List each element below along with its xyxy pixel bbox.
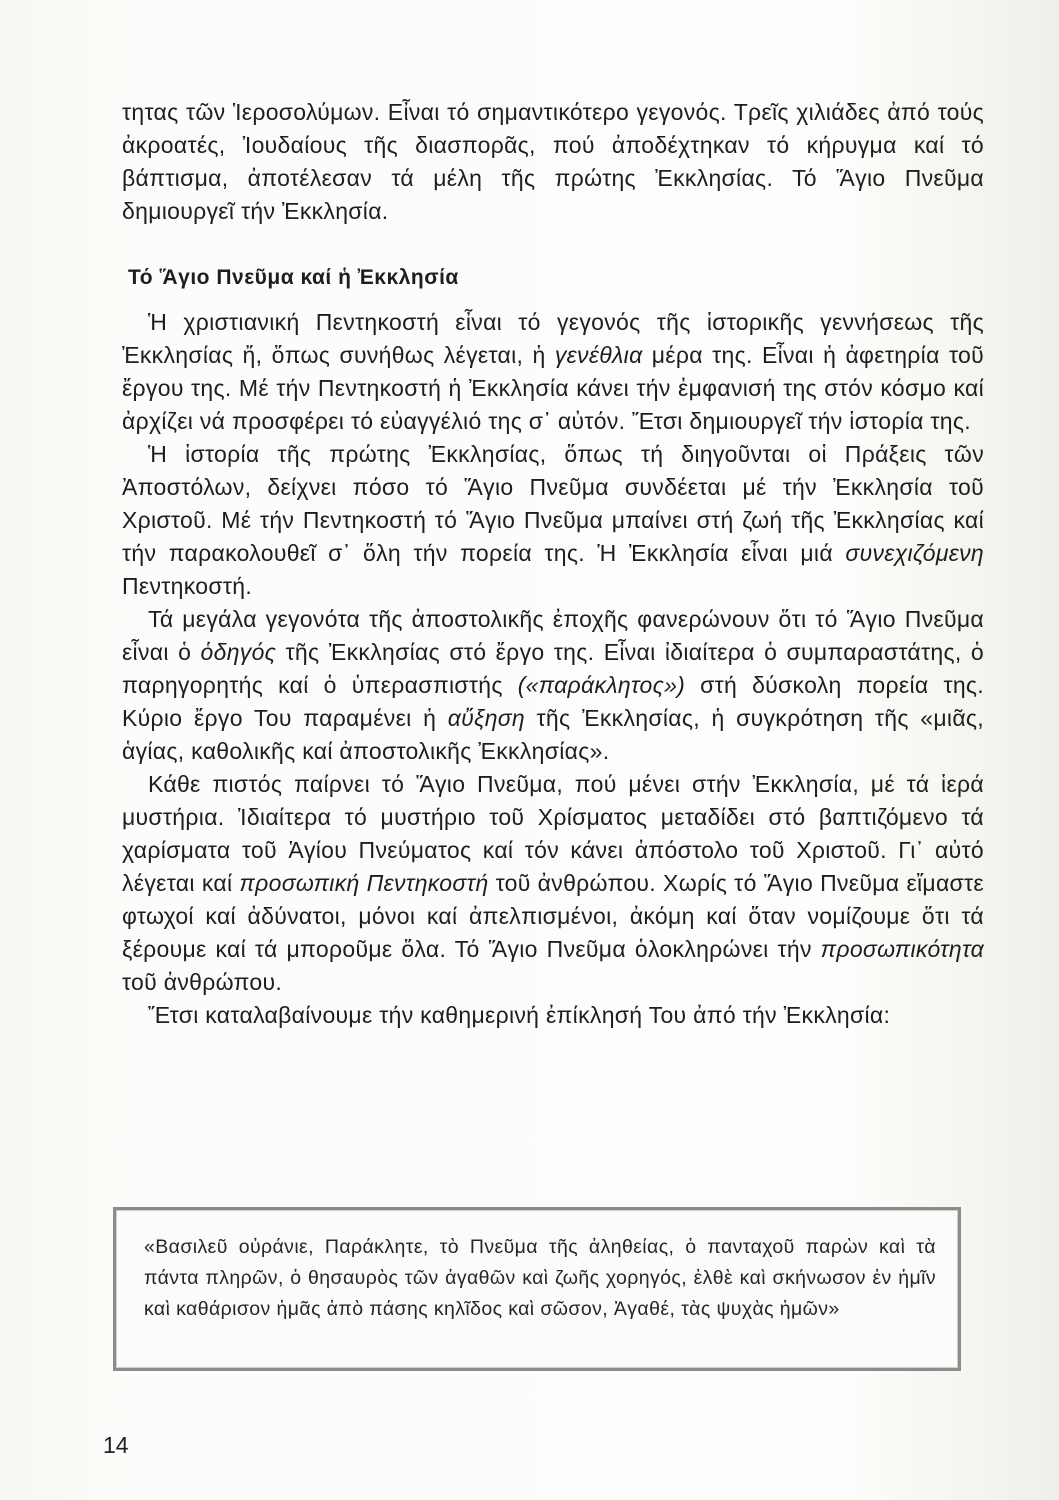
paragraph-1-text-b: μέρα της. Εἶναι ἡ ἀφετηρία τοῦ ἔργου της. Μέ τήν Πεντηκοστή ἡ Ἐκκλησία κάνει τήν ἐμφανισή της στόν κόσμο καί ἀρχίζει νά προσφέρει τό εὐαγγέλιό της σ᾽ αὐτόν. Ἔτσι δημιουργεῖ τήν ἱστορία της. bbox=[122, 342, 984, 434]
paragraph-3-text-c: στή δύσκολη πορεία της. Κύριο ἔργο Του παραμένει ἡ bbox=[122, 672, 984, 731]
paragraph-4-text-c: τοῦ ἀνθρώπου. bbox=[122, 969, 283, 995]
paragraph-3-emphasis-3: αὔξηση bbox=[447, 705, 525, 731]
paragraph-3-text-a: Τά μεγάλα γεγονότα τῆς ἀποστολικῆς ἐποχῆς φανερώνουν ὅτι τό Ἅγιο Πνεῦμα εἶναι ὁ bbox=[122, 606, 984, 665]
paragraph-1-text-a: Ἡ χριστιανική Πεντηκοστή εἶναι τό γεγονός τῆς ἱστορικῆς γεννήσεως τῆς Ἐκκλησίας ἤ, ὅπως συνήθως λέγεται, ἡ bbox=[122, 309, 984, 368]
paragraph-3-text-d: τῆς Ἐκκλησίας, ἡ συγκρότηση τῆς «μιᾶς, ἁγίας, καθολικῆς καί ἀποστολικῆς Ἐκκλησίας». bbox=[122, 705, 984, 764]
paragraph-1-emphasis: γενέθλια bbox=[554, 342, 643, 368]
section-heading: Τό Ἅγιο Πνεῦμα καί ἡ Ἐκκλησία bbox=[128, 266, 459, 289]
paragraph-4-text-b: τοῦ ἀνθρώπου. Χωρίς τό Ἅγιο Πνεῦμα εἴμαστε φτωχοί καί ἀδύνατοι, μόνοι καί ἀπελπισμένοι, ἀκόμη καί ὅταν νομίζουμε ὅτι τά ξέρουμε καί τά μποροῦμε ὅλα. Τό Ἅγιο Πνεῦμα ὁλοκληρώνει τήν bbox=[122, 870, 984, 962]
intro-section bbox=[122, 96, 984, 228]
intro-paragraph: τητας τῶν Ἱεροσολύμων. Εἶναι τό σημαντικότερο γεγονός. Τρεῖς χιλιάδες ἀπό τούς ἀκροατές, Ἰουδαίους τῆς διασπορᾶς, πού ἀποδέχτηκαν τό κήρυγμα καί τό βάπτισμα, ἀποτέλεσαν τά μέλη τῆς πρώτης Ἐκκλησίας. Τό Ἅγιο Πνεῦμα δημιουργεῖ τήν Ἐκκλησία. bbox=[122, 99, 984, 224]
body-section bbox=[122, 306, 984, 1032]
prayer-text: «Βασιλεῦ οὐράνιε, Παράκλητε, τὸ Πνεῦμα τῆς ἀληθείας, ὁ πανταχοῦ παρὼν καὶ τὰ πάντα πληρῶν, ὁ θησαυρὸς τῶν ἀγαθῶν καὶ ζωῆς χορηγός, ἐλθὲ καὶ σκήνωσον ἐν ἡμῖν καὶ καθάρισον ἡμᾶς ἀπὸ πάσης κηλῖδος καὶ σῶσον, Ἀγαθέ, τὰς ψυχὰς ἡμῶν» bbox=[144, 1236, 936, 1320]
paragraph-2-text-a: Ἡ ἱστορία τῆς πρώτης Ἐκκλησίας, ὅπως τή διηγοῦνται οἱ Πράξεις τῶν Ἀποστόλων, δείχνει πόσο τό Ἅγιο Πνεῦμα συνδέεται μέ τήν Ἐκκλησία τοῦ Χριστοῦ. Μέ τήν Πεντηκοστή τό Ἅγιο Πνεῦμα μπαίνει στή ζωή τῆς Ἐκκλησίας καί τήν παρακολουθεῖ σ᾽ ὅλη τήν πορεία της. Ἡ Ἐκκλησία εἶναι μιά bbox=[122, 441, 984, 566]
paragraph-3-emphasis-2: («παράκλητος») bbox=[517, 672, 686, 698]
paragraph-4-emphasis-1: προσωπική Πεντηκοστή bbox=[239, 870, 489, 896]
paragraph-5: Ἔτσι καταλαβαίνουμε τήν καθημερινή ἐπίκλησή Του ἀπό τήν Ἐκκλησία: bbox=[148, 1002, 891, 1028]
paragraph-4-emphasis-2: προσωπικότητα bbox=[820, 936, 984, 962]
paragraph-4-text-a: Κάθε πιστός παίρνει τό Ἅγιο Πνεῦμα, πού μένει στήν Ἐκκλησία, μέ τά ἱερά μυστήρια. Ἰδιαίτερα τό μυστήριο τοῦ Χρίσματος μεταδίδει στό βαπτιζόμενο τά χαρίσματα τοῦ Ἁγίου Πνεύματος καί τόν κάνει ἀπόστολο τοῦ Χριστοῦ. Γι᾽ αὐτό λέγεται καί bbox=[122, 771, 984, 896]
prayer-box bbox=[113, 1207, 961, 1371]
page-number: 14 bbox=[103, 1432, 129, 1458]
paragraph-3 bbox=[122, 603, 984, 768]
paragraph-2 bbox=[122, 438, 984, 603]
paragraph-3-emphasis-1: ὁδηγός bbox=[200, 639, 277, 665]
paragraph-2-emphasis: συνεχιζόμενη bbox=[845, 540, 984, 566]
paragraph-2-text-b: Πεντηκοστή. bbox=[122, 573, 253, 599]
paragraph-1 bbox=[122, 306, 984, 438]
paragraph-3-text-b: τῆς Ἐκκλησίας στό ἔργο της. Εἶναι ἰδιαίτερα ὁ συμπαραστάτης, ὁ παρηγορητής καί ὁ ὑπερασπιστής bbox=[122, 639, 984, 698]
paragraph-4 bbox=[122, 768, 984, 999]
